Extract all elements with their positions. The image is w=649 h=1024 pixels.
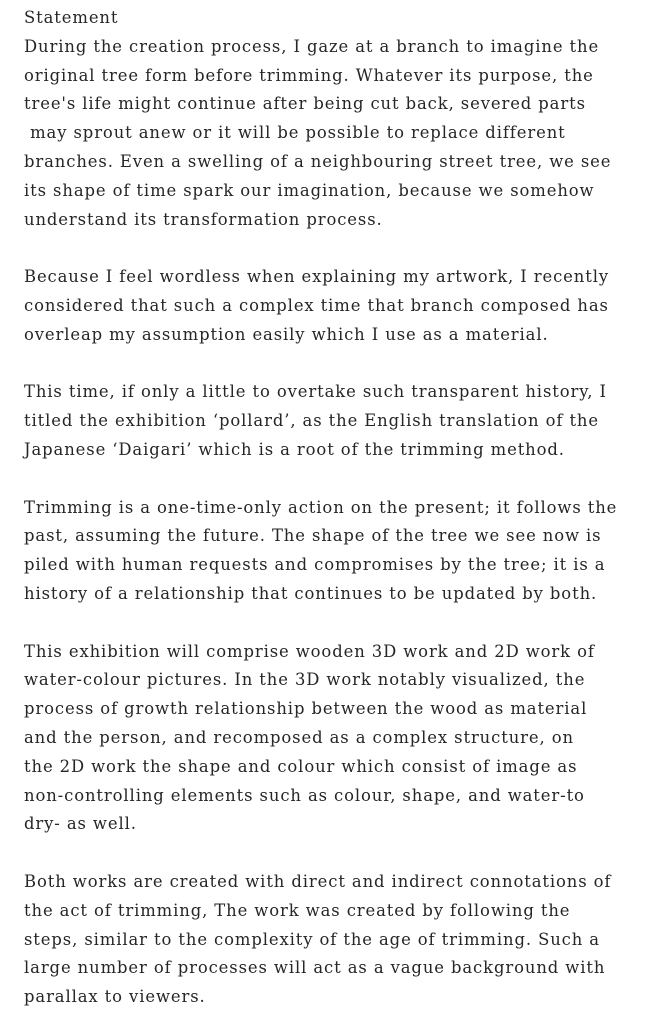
paragraph-line: process of growth relationship between the wood as material <box>24 699 588 719</box>
paragraph-line: branches. Even a swelling of a neighbouring street tree, we see <box>24 151 612 171</box>
paragraph-line: piled with human requests and compromises by the tree; it is a <box>24 555 606 575</box>
paragraph-line: past, assuming the future. The shape of the tree we see now is <box>24 526 602 546</box>
paragraph-line: Because I feel wordless when explaining my artwork, I recently <box>24 267 610 287</box>
statement-title: Statement <box>24 8 119 27</box>
paragraph-line: During the creation process, I gaze at a branch to imagine the <box>24 36 600 56</box>
paragraph-line: its shape of time spark our imagination, because we somehow <box>24 180 595 200</box>
paragraph-line: overleap my assumption easily which I use as a material. <box>24 324 549 344</box>
statement-body <box>24 33 644 1012</box>
paragraph-line: and the person, and recomposed as a complex structure, on <box>24 727 574 747</box>
paragraph-line: may sprout anew or it will be possible to replace different <box>24 123 566 143</box>
body-paragraph <box>24 33 644 235</box>
paragraph-line: original tree form before trimming. Whatever its purpose, the <box>24 65 594 85</box>
paragraph-line: non-controlling elements such as colour, shape, and water-to <box>24 785 585 805</box>
body-paragraph <box>24 638 644 840</box>
paragraph-line: This time, if only a little to overtake such transparent history, I <box>24 382 607 402</box>
paragraph-line: water-colour pictures. In the 3D work notably visualized, the <box>24 670 586 690</box>
paragraph-line: the 2D work the shape and colour which consist of image as <box>24 756 578 776</box>
paragraph-line: dry- as well. <box>24 814 137 834</box>
paragraph-line: This exhibition will comprise wooden 3D work and 2D work of <box>24 641 595 661</box>
body-paragraph <box>24 263 644 349</box>
paragraph-line: Trimming is a one-time-only action on the present; it follows the <box>24 497 618 517</box>
paragraph-line: large number of processes will act as a vague background with <box>24 958 606 978</box>
paragraph-line: parallax to viewers. <box>24 987 206 1007</box>
paragraph-line: steps, similar to the complexity of the age of trimming. Such a <box>24 929 600 949</box>
paragraph-line: considered that such a complex time that branch composed has <box>24 295 609 315</box>
body-paragraph <box>24 494 644 609</box>
paragraph-line: understand its transformation process. <box>24 209 383 229</box>
body-paragraph <box>24 868 644 1012</box>
paragraph-line: tree's life might continue after being cut back, severed parts <box>24 94 586 114</box>
paragraph-line: Japanese ‘Daigari’ which is a root of the trimming method. <box>24 439 565 459</box>
paragraph-line: Both works are created with direct and indirect connotations of <box>24 871 612 891</box>
paragraph-line: history of a relationship that continues to be updated by both. <box>24 583 598 603</box>
paragraph-line: the act of trimming, The work was created by following the <box>24 900 571 920</box>
paragraph-line: titled the exhibition ‘pollard’, as the English translation of the <box>24 411 599 431</box>
statement-document <box>24 4 644 1012</box>
body-paragraph <box>24 378 644 464</box>
